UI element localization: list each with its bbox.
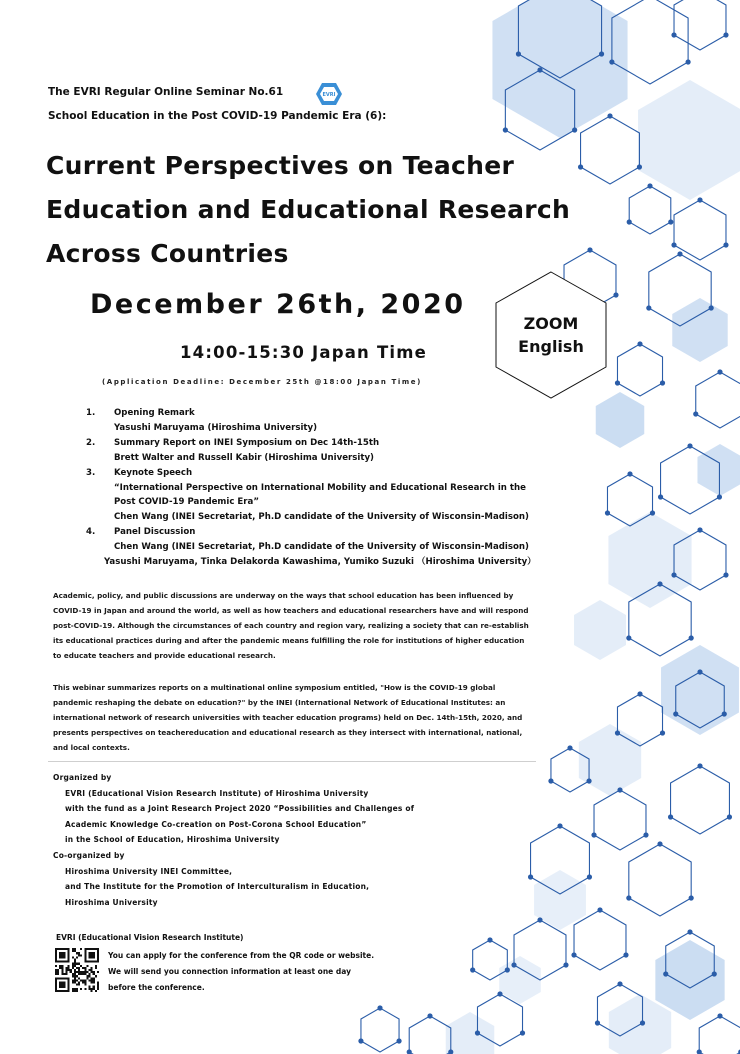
evri-logo-icon — [315, 82, 343, 106]
title-line: Current Perspectives on Teacher — [46, 151, 515, 180]
qr-code[interactable] — [55, 948, 99, 992]
network-node — [657, 581, 662, 586]
outline-hexagon — [594, 790, 646, 850]
filled-hexagon — [579, 724, 641, 796]
network-node — [591, 832, 596, 837]
outline-hexagon — [674, 200, 726, 260]
agenda-line: Chen Wang (INEI Secretariat, Ph.D candidate of the University of Wisconsin-Madison) — [114, 542, 529, 553]
network-node — [657, 841, 662, 846]
svg-text:EVRI: EVRI — [322, 92, 336, 98]
outline-hexagon — [629, 844, 691, 916]
agenda-item — [86, 525, 546, 570]
network-node — [727, 814, 732, 819]
agenda-item — [86, 436, 546, 466]
application-deadline: (Application Deadline: December 25th @18:00 Japan Time) — [102, 378, 422, 386]
page-title — [46, 144, 606, 276]
network-node — [358, 1038, 363, 1043]
organized-by-heading: Organized by — [53, 773, 112, 782]
filled-hexagon — [661, 645, 739, 735]
network-node — [697, 763, 702, 768]
outline-hexagon — [629, 186, 671, 234]
network-node — [693, 411, 698, 416]
network-node — [520, 1030, 525, 1035]
title-line: Across Countries — [46, 239, 289, 268]
outline-hexagon — [409, 1016, 451, 1054]
network-node — [595, 1020, 600, 1025]
network-node — [671, 242, 676, 247]
event-time: 14:00-15:30 Japan Time — [180, 343, 428, 362]
outline-hexagon — [699, 1016, 740, 1054]
network-node — [671, 572, 676, 577]
network-node — [640, 1020, 645, 1025]
network-node — [557, 823, 562, 828]
network-node — [613, 292, 618, 297]
co-organizer-line: and The Institute for the Promotion of Interculturalism in Education, — [65, 882, 370, 892]
outline-hexagon — [361, 1008, 399, 1052]
network-node — [660, 730, 665, 735]
description-paragraph: Academic, policy, and public discussions are underway on the ways that school education has been influenced by COVID-19 in Japan and around the world, as well as how teachers and educational researchers have and will respond post-COVID-19. Although the circumstances of each country and region vary, realizing a society that can re-establish its educational practices during and after the pandemic means fulfilling the role for institutions of higher education to educate teachers and provide educational research. — [53, 591, 529, 660]
network-node — [617, 787, 622, 792]
outline-hexagon — [674, 0, 726, 50]
filled-hexagon — [608, 512, 691, 608]
co-organized-by-heading: Co-organized by — [53, 850, 125, 860]
network-node — [689, 895, 694, 900]
filled-hexagon — [672, 298, 727, 362]
network-node — [572, 127, 577, 132]
network-node — [599, 51, 604, 56]
network-node — [567, 745, 572, 750]
network-node — [712, 971, 717, 976]
zoom-english-badge — [494, 270, 608, 400]
filled-hexagon — [574, 600, 626, 660]
network-node — [637, 691, 642, 696]
network-node — [626, 895, 631, 900]
network-node — [723, 242, 728, 247]
network-node — [475, 1030, 480, 1035]
network-node — [505, 967, 510, 972]
network-node — [643, 832, 648, 837]
agenda-line: Panel Discussion — [114, 527, 196, 538]
filled-hexagon — [596, 392, 644, 448]
event-date: December 26th, 2020 — [90, 289, 466, 320]
organizer-line: EVRI (Educational Vision Research Institute) of Hiroshima University — [65, 788, 369, 798]
network-node — [587, 874, 592, 879]
network-node — [723, 572, 728, 577]
network-node — [687, 929, 692, 934]
organizer-line: in the School of Education, Hiroshima University — [65, 835, 280, 845]
network-node — [609, 59, 614, 64]
network-node — [658, 494, 663, 499]
agenda-item — [86, 466, 546, 526]
filled-hexagon — [697, 444, 740, 496]
network-node — [660, 380, 665, 385]
network-node — [697, 197, 702, 202]
network-node — [571, 952, 576, 957]
network-node — [470, 967, 475, 972]
application-info — [108, 948, 374, 996]
organizers — [53, 770, 523, 910]
agenda-line: “International Perspective on International Mobility and Educational Research in the — [114, 482, 526, 493]
organizer-line: with the fund as a Joint Research Project 2020 “Possibilities and Challenges of — [65, 804, 415, 814]
network-node — [427, 1013, 432, 1018]
organizer-line: Academic Knowledge Co-creation on Post-Corona School Education” — [65, 819, 367, 829]
network-node — [647, 183, 652, 188]
network-node — [697, 1049, 702, 1054]
network-node — [677, 251, 682, 256]
network-node — [503, 127, 508, 132]
filled-hexagon — [446, 1012, 494, 1054]
network-node — [516, 51, 521, 56]
network-node — [709, 305, 714, 310]
agenda-item — [86, 406, 546, 436]
agenda-line: Summary Report on INEI Symposium on Dec 14th-15th — [114, 437, 380, 448]
application-line: You can apply for the conference from the QR code or website. — [108, 951, 375, 960]
network-node — [650, 510, 655, 515]
network-node — [487, 937, 492, 942]
network-node — [689, 635, 694, 640]
agenda-line: Post COVID-19 Pandemic Era” — [114, 497, 259, 508]
network-node — [717, 1013, 722, 1018]
network-node — [646, 305, 651, 310]
network-node — [377, 1005, 382, 1010]
outline-hexagon — [671, 766, 730, 834]
network-node — [563, 962, 568, 967]
network-node — [717, 494, 722, 499]
network-node — [697, 527, 702, 532]
agenda-line: Yasushi Maruyama, Tinka Delakorda Kawashima, Yumiko Suzuki （Hiroshima University） — [104, 557, 536, 568]
outline-hexagon — [696, 372, 740, 428]
network-node — [597, 907, 602, 912]
title-line: Education and Educational Research — [46, 195, 571, 224]
application-line: before the conference. — [108, 983, 205, 992]
outline-hexagon — [574, 910, 626, 970]
network-node — [586, 778, 591, 783]
divider — [48, 761, 536, 762]
network-node — [697, 669, 702, 674]
network-node — [723, 32, 728, 37]
network-node — [663, 971, 668, 976]
agenda-number: 4. — [86, 527, 96, 538]
network-node — [627, 471, 632, 476]
network-node — [396, 1038, 401, 1043]
evri-name: EVRI (Educational Vision Research Institute) — [56, 933, 244, 942]
agenda-line: Keynote Speech — [114, 467, 193, 478]
agenda-list — [86, 406, 546, 570]
network-node — [626, 635, 631, 640]
network-node — [548, 778, 553, 783]
network-node — [617, 981, 622, 986]
network-node — [623, 952, 628, 957]
network-node — [673, 711, 678, 716]
network-node — [607, 113, 612, 118]
application-line: We will send you connection information at least one day — [108, 967, 351, 976]
language-label: English — [518, 337, 584, 356]
seminar-series: The EVRI Regular Online Seminar No.61 — [48, 86, 284, 98]
network-node — [528, 874, 533, 879]
network-node — [671, 32, 676, 37]
description-paragraph: This webinar summarizes reports on a multinational online symposium entitled, "How is the COVID-19 global pandemic reshaping the debate on education?" by the INEI (International Network of Educational Institutes: an international network of research universities with teacher education programs) held on Dec. 14th-15th, 2020, and presents perspectives on teachereducation and educational research as they intersect with international, national, and local contexts. — [53, 683, 523, 752]
co-organizer-line: Hiroshima University INEI Committee, — [65, 866, 233, 876]
network-node — [668, 814, 673, 819]
network-node — [497, 991, 502, 996]
network-node — [615, 730, 620, 735]
network-node — [615, 380, 620, 385]
network-node — [668, 219, 673, 224]
network-node — [686, 59, 691, 64]
agenda-line: Chen Wang (INEI Secretariat, Ph.D candidate of the University of Wisconsin-Madison) — [114, 512, 529, 523]
network-node — [717, 369, 722, 374]
agenda-number: 1. — [86, 408, 96, 418]
network-node — [537, 67, 542, 72]
network-node — [407, 1049, 412, 1054]
agenda-line: Opening Remark — [114, 408, 195, 418]
network-node — [605, 510, 610, 515]
agenda-number: 3. — [86, 467, 96, 478]
seminar-subtitle: School Education in the Post COVID-19 Pandemic Era (6): — [48, 110, 387, 122]
agenda-number: 2. — [86, 437, 96, 448]
network-node — [627, 219, 632, 224]
network-node — [722, 711, 727, 716]
outline-hexagon — [617, 344, 662, 396]
network-node — [687, 443, 692, 448]
co-organizer-line: Hiroshima University — [65, 897, 158, 907]
filled-hexagon — [638, 80, 740, 200]
platform-label: ZOOM — [523, 314, 579, 333]
network-node — [637, 164, 642, 169]
network-node — [511, 962, 516, 967]
agenda-line: Brett Walter and Russell Kabir (Hiroshima University) — [114, 452, 374, 463]
network-node — [537, 917, 542, 922]
network-node — [637, 341, 642, 346]
agenda-line: Yasushi Maruyama (Hiroshima University) — [114, 422, 318, 433]
